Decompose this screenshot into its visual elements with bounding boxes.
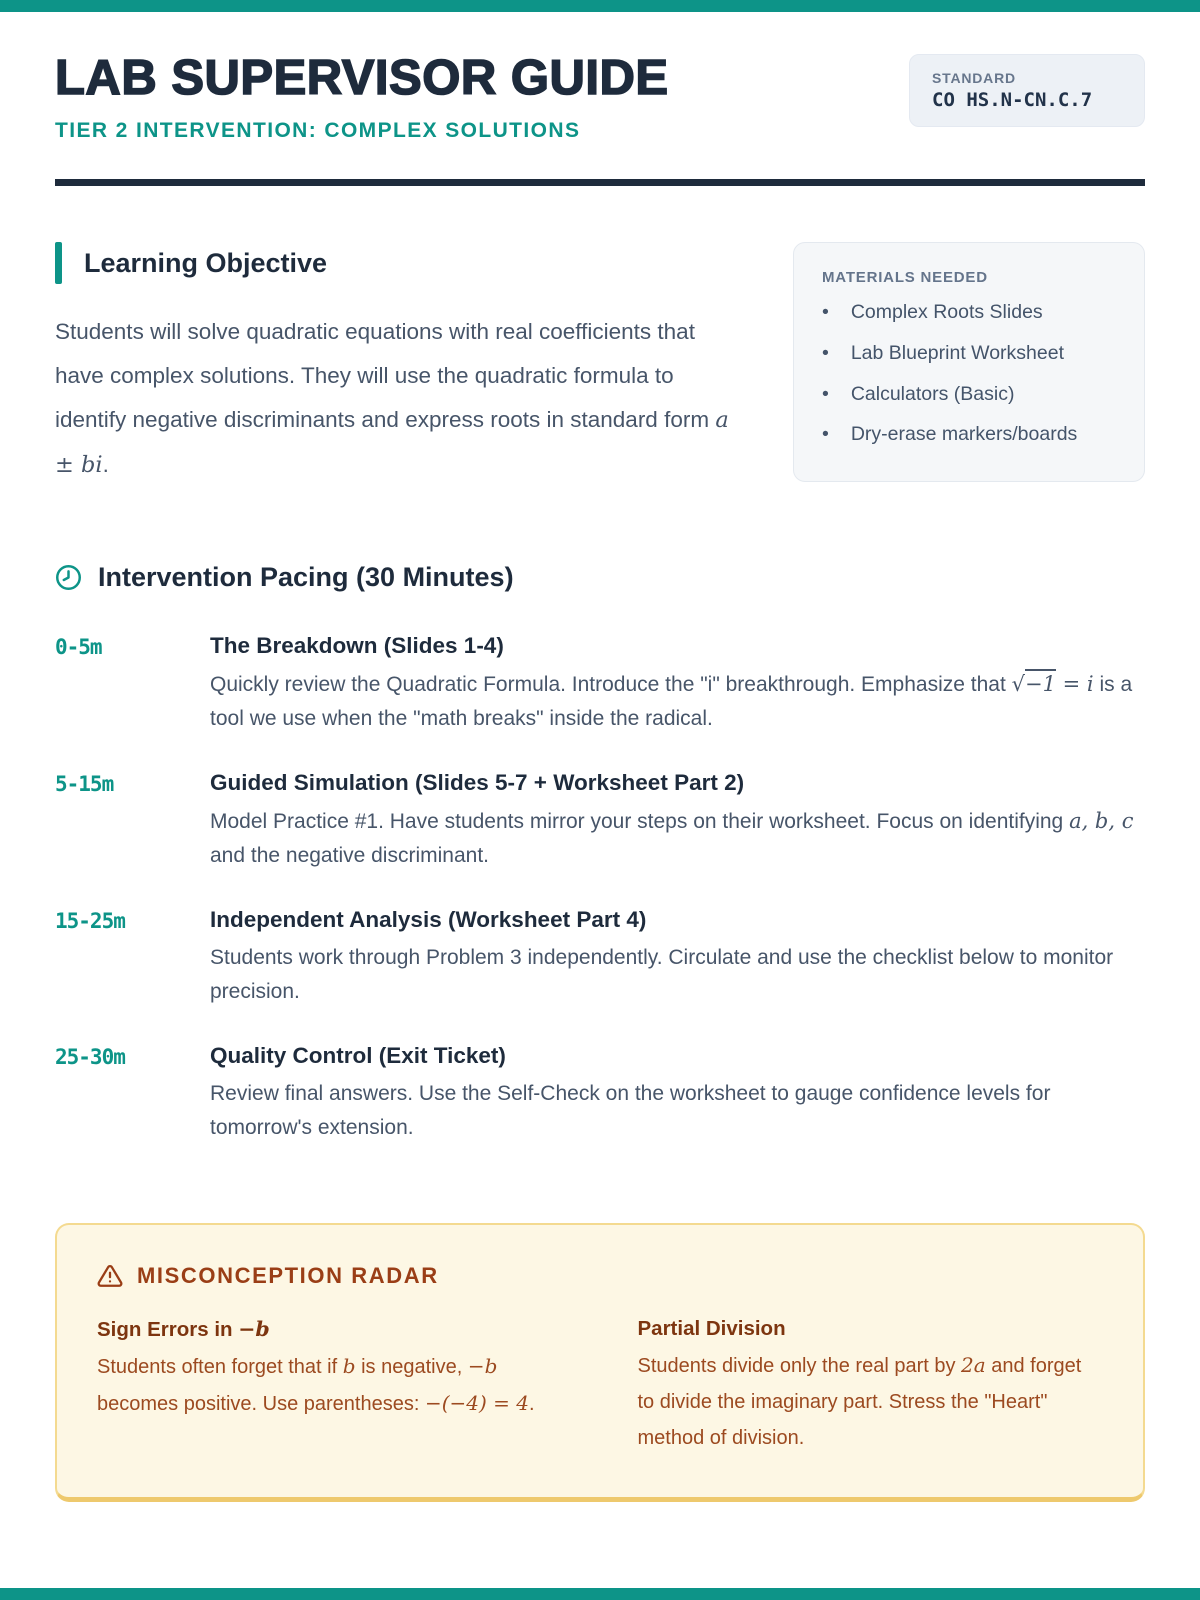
text-segment: . [102,451,109,477]
math-segment: −b [238,1316,270,1341]
clock-icon [55,564,82,591]
text-segment: Students work through Problem 3 independently. Circulate and use the checklist below to monitor precision. [210,945,1114,1003]
text-segment: Quickly review the Quadratic Formula. Introduce the "i" breakthrough. Emphasize that [210,672,1012,696]
pacing-item [55,633,1145,736]
math-segment: = i [1055,671,1094,696]
pacing-heading: Intervention Pacing (30 Minutes) [98,561,514,592]
pacing-item-title: Independent Analysis (Worksheet Part 4) [210,906,647,932]
pacing-time-label: 25-30m [55,1044,125,1069]
standard-label: STANDARD [932,70,1016,86]
radar-heading: MISCONCEPTION RADAR [137,1262,439,1288]
pacing-time-label: 5-15m [55,771,114,796]
learning-objective-section [55,242,748,488]
pacing-item-content [210,770,1145,873]
text-segment: Partial Division [637,1316,786,1340]
header-text-block [55,51,669,143]
radar-column-description [97,1348,563,1423]
text-segment: . [529,1393,535,1416]
math-segment: a, b, c [1069,808,1134,833]
materials-item [822,337,1116,370]
pacing-item-content [210,1043,1145,1145]
text-segment: and forget to divide the imaginary part. Stress the "Heart" method of division. [637,1354,1082,1450]
page-title: LAB SUPERVISOR GUIDE [55,51,669,105]
bullet-icon: • [822,423,829,446]
materials-item-label: Calculators (Basic) [850,382,1015,405]
text-segment: and the negative discriminant. [210,843,489,867]
math-segment: 2a [961,1352,986,1377]
materials-heading: MATERIALS NEEDED [822,269,988,286]
text-segment: is a tool we use when the "math breaks" inside the radical. [210,672,1133,730]
math-segment: √−1 [1012,669,1056,696]
materials-item-label: Complex Roots Slides [850,301,1043,323]
math-segment: −(−4) = 4 [424,1391,529,1416]
materials-item-label: Dry-erase markers/boards [850,423,1078,446]
math-segment: −b [467,1353,498,1378]
text-segment: Students will solve quadratic equations with real coefficients that have complex solutions. They will use the quadratic formula to identify negative discriminants and express roots in standard form [55,319,716,432]
pacing-item [55,1043,1145,1145]
warning-triangle-icon [97,1263,123,1289]
materials-list [822,296,1116,451]
pacing-list [55,633,1145,1145]
bullet-icon: • [822,301,829,323]
materials-item [822,418,1116,451]
radar-column [97,1317,563,1457]
pacing-item [55,907,1145,1009]
header [0,0,1200,143]
pacing-item-title: The Breakdown (Slides 1-4) [210,632,504,658]
pacing-time-label: 0-5m [55,634,102,659]
math-segment: a ± bi [55,406,729,478]
bottom-accent-bar [0,1588,1200,1600]
pacing-item-content [210,633,1145,736]
standard-badge [909,54,1145,127]
text-segment: Sign Errors in [97,1317,239,1341]
pacing-item-description [210,1077,1145,1145]
bullet-icon: • [822,382,829,405]
radar-column-title [638,1317,1104,1341]
text-segment: Model Practice #1. Have students mirror your steps on their worksheet. Focus on identifying [210,809,1070,833]
radar-column [638,1317,1104,1457]
pacing-item-description [210,804,1145,873]
pacing-section [0,488,1200,1145]
pacing-time-label: 15-25m [55,908,125,933]
page-subtitle: TIER 2 INTERVENTION: COMPLEX SOLUTIONS [55,119,581,142]
text-segment: becomes positive. Use parentheses: [97,1393,425,1416]
top-accent-bar [0,0,1200,12]
objective-row [0,186,1200,488]
text-segment: Review final answers. Use the Self-Check on the worksheet to gauge confidence levels for tomorrow's extension. [210,1081,1051,1139]
math-segment: b [342,1353,356,1378]
objective-heading-row [55,242,748,284]
misconception-radar-card [55,1223,1145,1502]
pacing-item-title: Guided Simulation (Slides 5-7 + Worksheet Part 2) [210,769,745,795]
pacing-item-description [210,941,1145,1009]
teal-accent-bar [55,242,62,284]
standard-code: CO HS.N-CN.C.7 [932,89,1093,111]
pacing-item [55,770,1145,873]
text-segment: Students divide only the real part by [637,1354,962,1377]
text-segment: Students often forget that if [97,1355,343,1378]
pacing-item-title: Quality Control (Exit Ticket) [210,1042,506,1068]
header-divider [55,179,1145,186]
radar-column-description [638,1347,1104,1457]
radar-columns [97,1317,1103,1457]
materials-card [793,242,1145,482]
pacing-item-description [210,667,1145,736]
bullet-icon: • [822,341,829,364]
radar-column-title [97,1317,563,1342]
radar-heading-row [97,1263,1103,1289]
materials-item [822,378,1116,411]
materials-item-label: Lab Blueprint Worksheet [850,341,1065,364]
pacing-heading-row [55,562,1145,593]
pacing-item-content [210,907,1145,1009]
objective-heading: Learning Objective [84,247,328,278]
text-segment: is negative, [355,1355,468,1378]
materials-item [822,296,1116,329]
objective-text [55,310,748,488]
